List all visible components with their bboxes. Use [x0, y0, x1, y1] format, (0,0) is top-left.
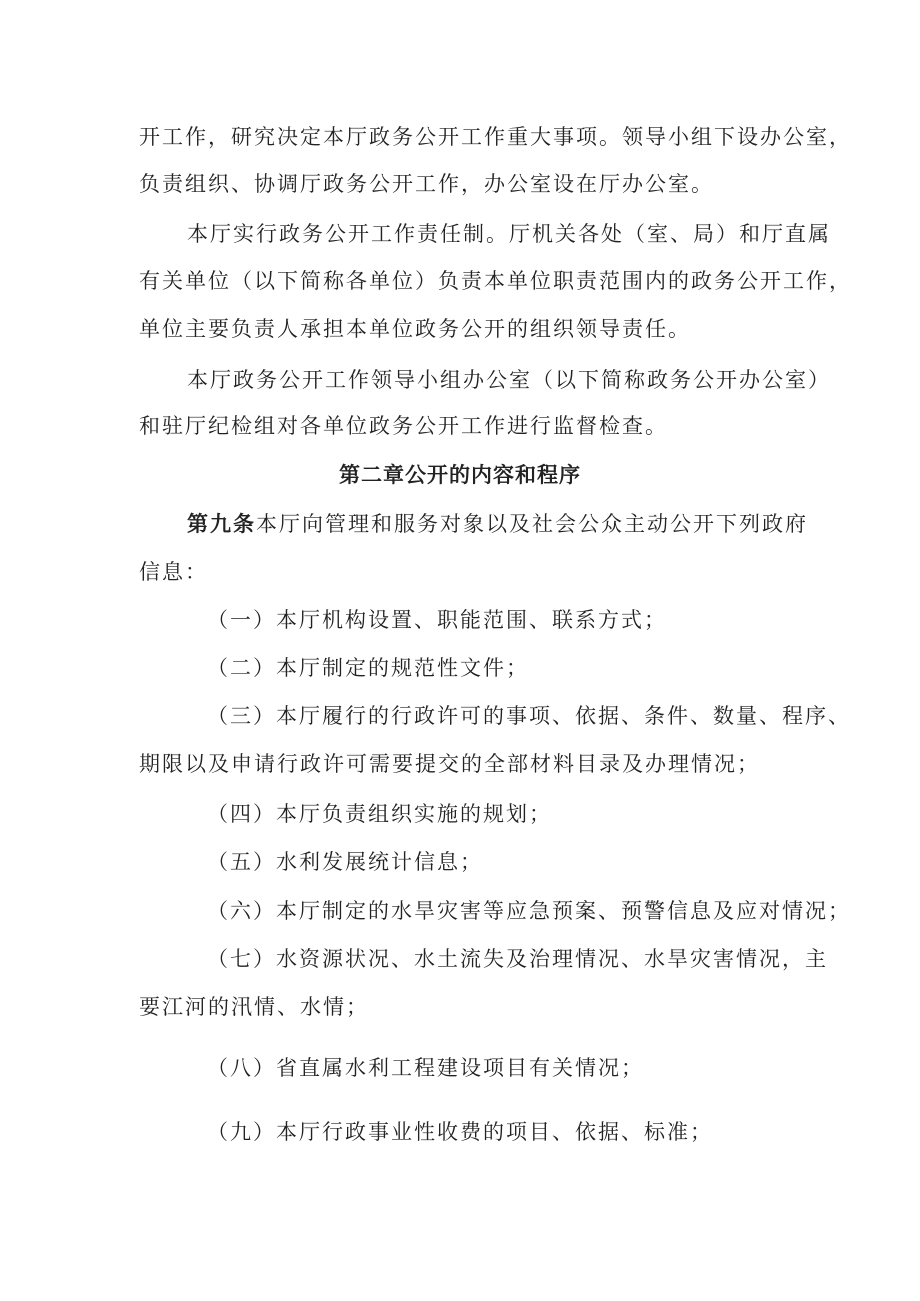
chapter-heading: 第二章公开的内容和程序	[339, 463, 581, 487]
list-item: （一）本厅机构设置、职能范围、联系方式；	[207, 608, 667, 632]
list-item: （九）本厅行政事业性收费的项目、依据、标准；	[207, 1120, 713, 1144]
list-item: （八）省直属水利工程建设项目有关情况；	[207, 1056, 644, 1080]
list-item: （五）水利发展统计信息；	[207, 850, 483, 874]
list-item: （七）水资源状况、水土流失及治理情况、水旱灾害情况，主	[207, 947, 828, 971]
paragraph-line: 有关单位（以下简称各单位）负责本单位职责范围内的政务公开工作，	[139, 269, 852, 293]
list-item: （二）本厅制定的规范性文件；	[207, 656, 529, 680]
list-item: （四）本厅负责组织实施的规划；	[207, 802, 552, 826]
article-label: 第九条	[187, 512, 256, 536]
list-item: 要江河的汛情、水情；	[139, 995, 369, 1019]
paragraph-line: 本厅政务公开工作领导小组办公室（以下简称政务公开办公室）	[187, 368, 831, 392]
list-item: （三）本厅履行的行政许可的事项、依据、条件、数量、程序、	[207, 704, 851, 728]
paragraph-line: 开工作，研究决定本厅政务公开工作重大事项。领导小组下设办公室，	[139, 125, 852, 149]
article-text: 本厅向管理和服务对象以及社会公众主动公开下列政府	[256, 512, 808, 536]
paragraph-line: 负责组织、协调厅政务公开工作，办公室设在厅办公室。	[139, 172, 714, 196]
list-item: （六）本厅制定的水旱灾害等应急预案、预警信息及应对情况；	[207, 899, 851, 923]
list-item: 期限以及申请行政许可需要提交的全部材料目录及办理情况；	[139, 752, 760, 776]
article-line	[187, 510, 808, 538]
paragraph-line: 单位主要负责人承担本单位政务公开的组织领导责任。	[139, 317, 691, 341]
paragraph-line: 本厅实行政务公开工作责任制。厅机关各处（室、局）和厅直属	[187, 222, 831, 246]
paragraph-line: 和驻厅纪检组对各单位政务公开工作进行监督检查。	[139, 414, 668, 438]
article-line: 信息：	[139, 560, 208, 584]
